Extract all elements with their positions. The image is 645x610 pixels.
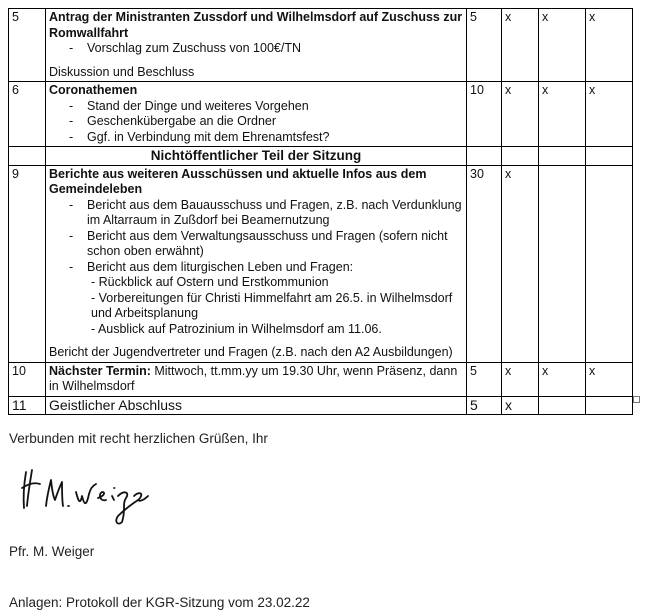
agenda-table bbox=[8, 8, 633, 415]
check-cell: x bbox=[502, 165, 539, 362]
sub-line: - Vorbereitungen für Christi Himmelfahrt am 26.5. in Wilhelmsdorf und Arbeitsplanung bbox=[91, 290, 453, 320]
sub-line: - Ausblick auf Patrozinium in Wilhelmsdorf am 11.06. bbox=[91, 321, 382, 336]
list-item: - Ggf. in Verbindung mit dem Ehrenamtsfest? bbox=[87, 130, 463, 146]
empty-cell bbox=[502, 147, 539, 166]
item-title: Antrag der Ministranten Zussdorf und Wilhelmsdorf auf Zuschuss zur Romwallfahrt bbox=[49, 10, 463, 40]
list-item: - Geschenkübergabe an die Ordner bbox=[87, 114, 463, 130]
table-row bbox=[9, 82, 633, 147]
check-cell bbox=[539, 165, 586, 362]
empty-cell bbox=[586, 147, 633, 166]
list-item: - Bericht aus dem liturgischen Leben und Fragen: bbox=[87, 260, 463, 276]
item-title: Berichte aus weiteren Ausschüssen und aktuelle Infos aus dem Gemeindeleben bbox=[49, 166, 427, 196]
section-row bbox=[9, 147, 633, 166]
check-cell bbox=[586, 165, 633, 362]
check-cell: x bbox=[502, 82, 539, 147]
check-cell: x bbox=[539, 362, 586, 396]
table-row bbox=[9, 396, 633, 415]
table-resize-handle[interactable] bbox=[633, 396, 640, 403]
empty-cell bbox=[9, 147, 46, 166]
section-title: Nichtöffentlicher Teil der Sitzung bbox=[46, 147, 467, 166]
check-cell bbox=[586, 396, 633, 415]
check-cell: x bbox=[539, 82, 586, 147]
item-content bbox=[46, 165, 467, 362]
signature-image bbox=[18, 466, 158, 533]
attachments-text: Anlagen: Protokoll der KGR-Sitzung vom 23.02.22 bbox=[9, 595, 310, 610]
item-number: 11 bbox=[9, 396, 46, 415]
table-row bbox=[9, 362, 633, 396]
item-text: Mittwoch, tt.mm.yy um 19.30 Uhr, wenn Präsenz, dann in Wilhelmsdorf bbox=[49, 363, 458, 393]
sub-line: - Rückblick auf Ostern und Erstkommunion bbox=[91, 275, 329, 289]
empty-cell bbox=[467, 147, 502, 166]
check-cell: x bbox=[586, 82, 633, 147]
duration-cell: 5 bbox=[467, 362, 502, 396]
duration-cell: 5 bbox=[467, 9, 502, 82]
empty-cell bbox=[539, 147, 586, 166]
item-label: Nächster Termin: bbox=[49, 363, 151, 378]
check-cell: x bbox=[502, 362, 539, 396]
table-row bbox=[9, 165, 633, 362]
duration-cell: 10 bbox=[467, 82, 502, 147]
item-content bbox=[46, 82, 467, 147]
item-note: Bericht der Jugendvertreter und Fragen (z.B. nach den A2 Ausbildungen) bbox=[49, 345, 453, 359]
table-row bbox=[9, 9, 633, 82]
item-content bbox=[46, 9, 467, 82]
check-cell: x bbox=[586, 9, 633, 82]
check-cell: x bbox=[502, 396, 539, 415]
closing-text: Verbunden mit recht herzlichen Grüßen, Ihr bbox=[9, 431, 268, 446]
check-cell bbox=[539, 396, 586, 415]
item-number: 10 bbox=[9, 362, 46, 396]
item-note: Diskussion und Beschluss bbox=[49, 64, 195, 79]
item-number: 9 bbox=[9, 165, 46, 362]
signer-name: Pfr. M. Weiger bbox=[9, 544, 95, 559]
item-number: 5 bbox=[9, 9, 46, 82]
duration-cell: 5 bbox=[467, 396, 502, 415]
check-cell: x bbox=[586, 362, 633, 396]
list-item: - Stand der Dinge und weiteres Vorgehen bbox=[87, 99, 463, 115]
list-item: - Vorschlag zum Zuschuss von 100€/TN bbox=[87, 41, 463, 57]
check-cell: x bbox=[539, 9, 586, 82]
item-content bbox=[46, 362, 467, 396]
duration-cell: 30 bbox=[467, 165, 502, 362]
check-cell: x bbox=[502, 9, 539, 82]
item-text: Geistlicher Abschluss bbox=[46, 396, 467, 415]
list-item: - Bericht aus dem Verwaltungsausschuss und Fragen (sofern nicht schon oben erwähnt) bbox=[87, 229, 463, 260]
item-number: 6 bbox=[9, 82, 46, 147]
list-item: - Bericht aus dem Bauausschuss und Fragen, z.B. nach Verdunklung im Altarraum in Zußdorf bei Beamernutzung bbox=[87, 198, 463, 229]
item-title: Coronathemen bbox=[49, 83, 138, 97]
